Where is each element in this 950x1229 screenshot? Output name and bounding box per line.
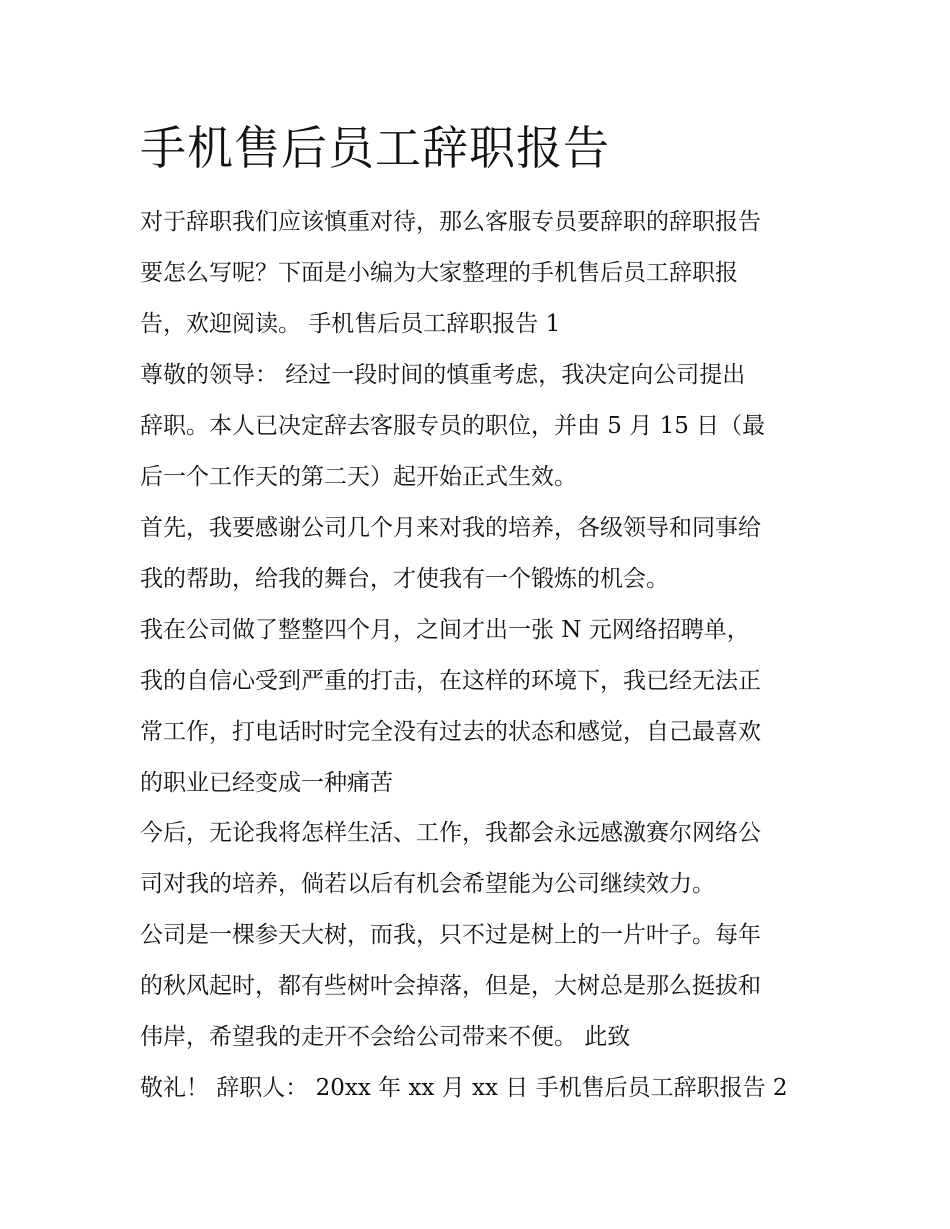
- body-line-10: 我的自信心受到严重的打击，在这样的环境下，我已经无法正: [140, 668, 761, 694]
- body-line-4: 尊敬的领导： 经过一段时间的慎重考虑，我决定向公司提出: [140, 362, 746, 388]
- body-line-9: 我在公司做了整整四个月，之间才出一张 N 元网络招聘单，: [140, 617, 750, 643]
- body-line-1: 对于辞职我们应该慎重对待，那么客服专员要辞职的辞职报告: [140, 209, 761, 235]
- body-line-15: 公司是一棵参天大树，而我，只不过是树上的一片叶子。每年: [140, 922, 761, 948]
- document-title: 手机售后员工辞职报告: [140, 121, 610, 175]
- body-line-17: 伟岸，希望我的走开不会给公司带来不便。 此致: [140, 1024, 631, 1050]
- body-line-8: 我的帮助，给我的舞台，才使我有一个锻炼的机会。: [140, 566, 669, 592]
- body-line-12: 的职业已经变成一种痛苦: [140, 770, 393, 796]
- body-line-7: 首先，我要感谢公司几个月来对我的培养，各级领导和同事给: [140, 515, 761, 541]
- body-line-6: 后一个工作天的第二天）起开始正式生效。: [140, 464, 577, 490]
- body-line-3: 告，欢迎阅读。 手机售后员工辞职报告 1: [140, 311, 561, 337]
- body-line-5: 辞职。本人已决定辞去客服专员的职位，并由 5 月 15 日（最: [140, 413, 766, 439]
- body-line-11: 常工作，打电话时时完全没有过去的状态和感觉，自己最喜欢: [140, 719, 761, 745]
- body-line-2: 要怎么写呢？下面是小编为大家整理的手机售后员工辞职报: [140, 260, 738, 286]
- body-line-14: 司对我的培养，倘若以后有机会希望能为公司继续效力。: [140, 871, 715, 897]
- body-line-13: 今后，无论我将怎样生活、工作，我都会永远感激赛尔网络公: [140, 820, 761, 846]
- body-line-18: 敬礼！ 辞职人： 20xx 年 xx 月 xx 日 手机售后员工辞职报告 2: [140, 1075, 788, 1101]
- body-line-16: 的秋风起时，都有些树叶会掉落，但是，大树总是那么挺拔和: [140, 973, 761, 999]
